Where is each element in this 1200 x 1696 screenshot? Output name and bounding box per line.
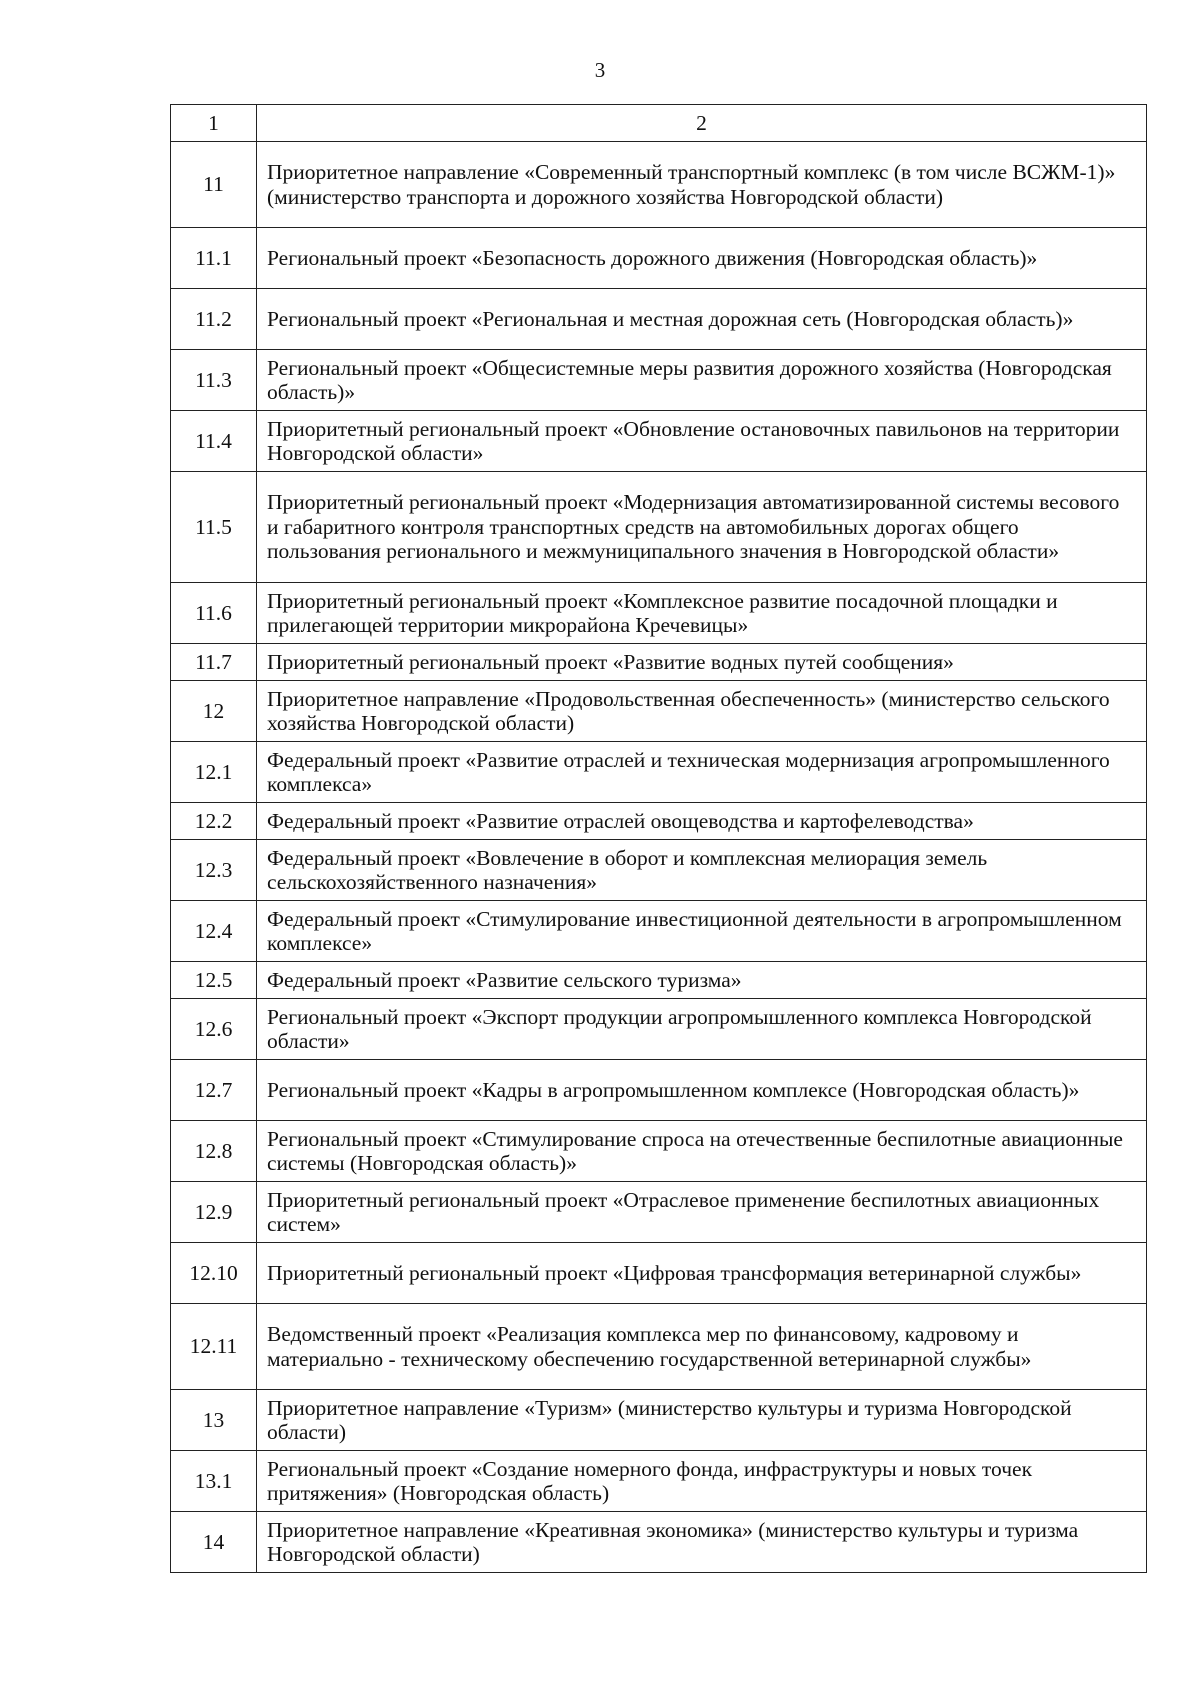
table-row <box>171 1451 1147 1512</box>
table-row <box>171 1304 1147 1390</box>
row-number: 11.2 <box>171 289 257 350</box>
row-number: 11.4 <box>171 411 257 472</box>
row-number: 12.3 <box>171 840 257 901</box>
row-text: Региональный проект «Экспорт продукции агропромышленного комплекса Новгородской области» <box>257 999 1147 1060</box>
row-number: 12.2 <box>171 803 257 840</box>
table-row <box>171 350 1147 411</box>
page-number: 3 <box>594 58 606 82</box>
row-number: 12.9 <box>171 1182 257 1243</box>
row-number: 12.10 <box>171 1243 257 1304</box>
table-header-row <box>171 105 1147 142</box>
row-number: 12.8 <box>171 1121 257 1182</box>
table-row <box>171 472 1147 583</box>
row-number: 12.4 <box>171 901 257 962</box>
row-text: Ведомственный проект «Реализация комплекса мер по финансовому, кадровому и материально - техническому обеспечению государственной ветеринарной службы» <box>257 1304 1147 1390</box>
row-number: 13 <box>171 1390 257 1451</box>
row-number: 14 <box>171 1512 257 1573</box>
row-text: Приоритетный региональный проект «Цифровая трансформация ветеринарной службы» <box>257 1243 1147 1304</box>
table-row <box>171 901 1147 962</box>
row-text: Региональный проект «Региональная и местная дорожная сеть (Новгородская область)» <box>257 289 1147 350</box>
row-number: 12.6 <box>171 999 257 1060</box>
row-text: Приоритетный региональный проект «Развитие водных путей сообщения» <box>257 644 1147 681</box>
row-text: Региональный проект «Безопасность дорожного движения (Новгородская область)» <box>257 228 1147 289</box>
row-text: Приоритетное направление «Продовольственная обеспеченность» (министерство сельского хозяйства Новгородской области) <box>257 681 1147 742</box>
table-row <box>171 1182 1147 1243</box>
table-row <box>171 289 1147 350</box>
table-row <box>171 411 1147 472</box>
row-number: 12 <box>171 681 257 742</box>
table-row <box>171 1512 1147 1573</box>
row-number: 12.1 <box>171 742 257 803</box>
column-header-name: 2 <box>257 105 1147 142</box>
row-number: 12.5 <box>171 962 257 999</box>
row-text: Приоритетный региональный проект «Комплексное развитие посадочной площадки и прилегающей территории микрорайона Кречевицы» <box>257 583 1147 644</box>
table-row <box>171 1121 1147 1182</box>
column-header-number: 1 <box>171 105 257 142</box>
table-row <box>171 228 1147 289</box>
row-number: 11 <box>171 142 257 228</box>
row-text: Приоритетный региональный проект «Модернизация автоматизированной системы весового и габаритного контроля транспортных средств на автомобильных дорогах общего пользования регионального и межмуниципального значения в Новгородской области» <box>257 472 1147 583</box>
table-row <box>171 1390 1147 1451</box>
row-text: Региональный проект «Стимулирование спроса на отечественные беспилотные авиационные системы (Новгородская область)» <box>257 1121 1147 1182</box>
row-text: Региональный проект «Создание номерного фонда, инфраструктуры и новых точек притяжения» (Новгородская область) <box>257 1451 1147 1512</box>
row-text: Федеральный проект «Стимулирование инвестиционной деятельности в агропромышленном комплексе» <box>257 901 1147 962</box>
table-row <box>171 1060 1147 1121</box>
row-text: Приоритетный региональный проект «Отраслевое применение беспилотных авиационных систем» <box>257 1182 1147 1243</box>
row-number: 12.7 <box>171 1060 257 1121</box>
row-number: 12.11 <box>171 1304 257 1390</box>
table-row <box>171 644 1147 681</box>
table-row <box>171 742 1147 803</box>
table-row <box>171 962 1147 999</box>
row-number: 11.7 <box>171 644 257 681</box>
row-text: Федеральный проект «Развитие сельского туризма» <box>257 962 1147 999</box>
row-text: Приоритетный региональный проект «Обновление остановочных павильонов на территории Новгородской области» <box>257 411 1147 472</box>
row-text: Приоритетное направление «Туризм» (министерство культуры и туризма Новгородской области) <box>257 1390 1147 1451</box>
table-row <box>171 681 1147 742</box>
row-number: 11.5 <box>171 472 257 583</box>
table-row <box>171 840 1147 901</box>
row-text: Федеральный проект «Вовлечение в оборот и комплексная мелиорация земель сельскохозяйственного назначения» <box>257 840 1147 901</box>
row-number: 11.1 <box>171 228 257 289</box>
table-row <box>171 1243 1147 1304</box>
document-table <box>170 104 1147 1573</box>
table-row <box>171 803 1147 840</box>
row-text: Приоритетное направление «Современный транспортный комплекс (в том числе ВСЖМ-1)» (министерство транспорта и дорожного хозяйства Новгородской области) <box>257 142 1147 228</box>
row-number: 11.3 <box>171 350 257 411</box>
row-text: Региональный проект «Кадры в агропромышленном комплексе (Новгородская область)» <box>257 1060 1147 1121</box>
table-row <box>171 142 1147 228</box>
row-number: 11.6 <box>171 583 257 644</box>
row-text: Региональный проект «Общесистемные меры развития дорожного хозяйства (Новгородская область)» <box>257 350 1147 411</box>
row-text: Приоритетное направление «Креативная экономика» (министерство культуры и туризма Новгородской области) <box>257 1512 1147 1573</box>
row-text: Федеральный проект «Развитие отраслей и техническая модернизация агропромышленного комплекса» <box>257 742 1147 803</box>
table-row <box>171 583 1147 644</box>
row-number: 13.1 <box>171 1451 257 1512</box>
table-row <box>171 999 1147 1060</box>
row-text: Федеральный проект «Развитие отраслей овощеводства и картофелеводства» <box>257 803 1147 840</box>
